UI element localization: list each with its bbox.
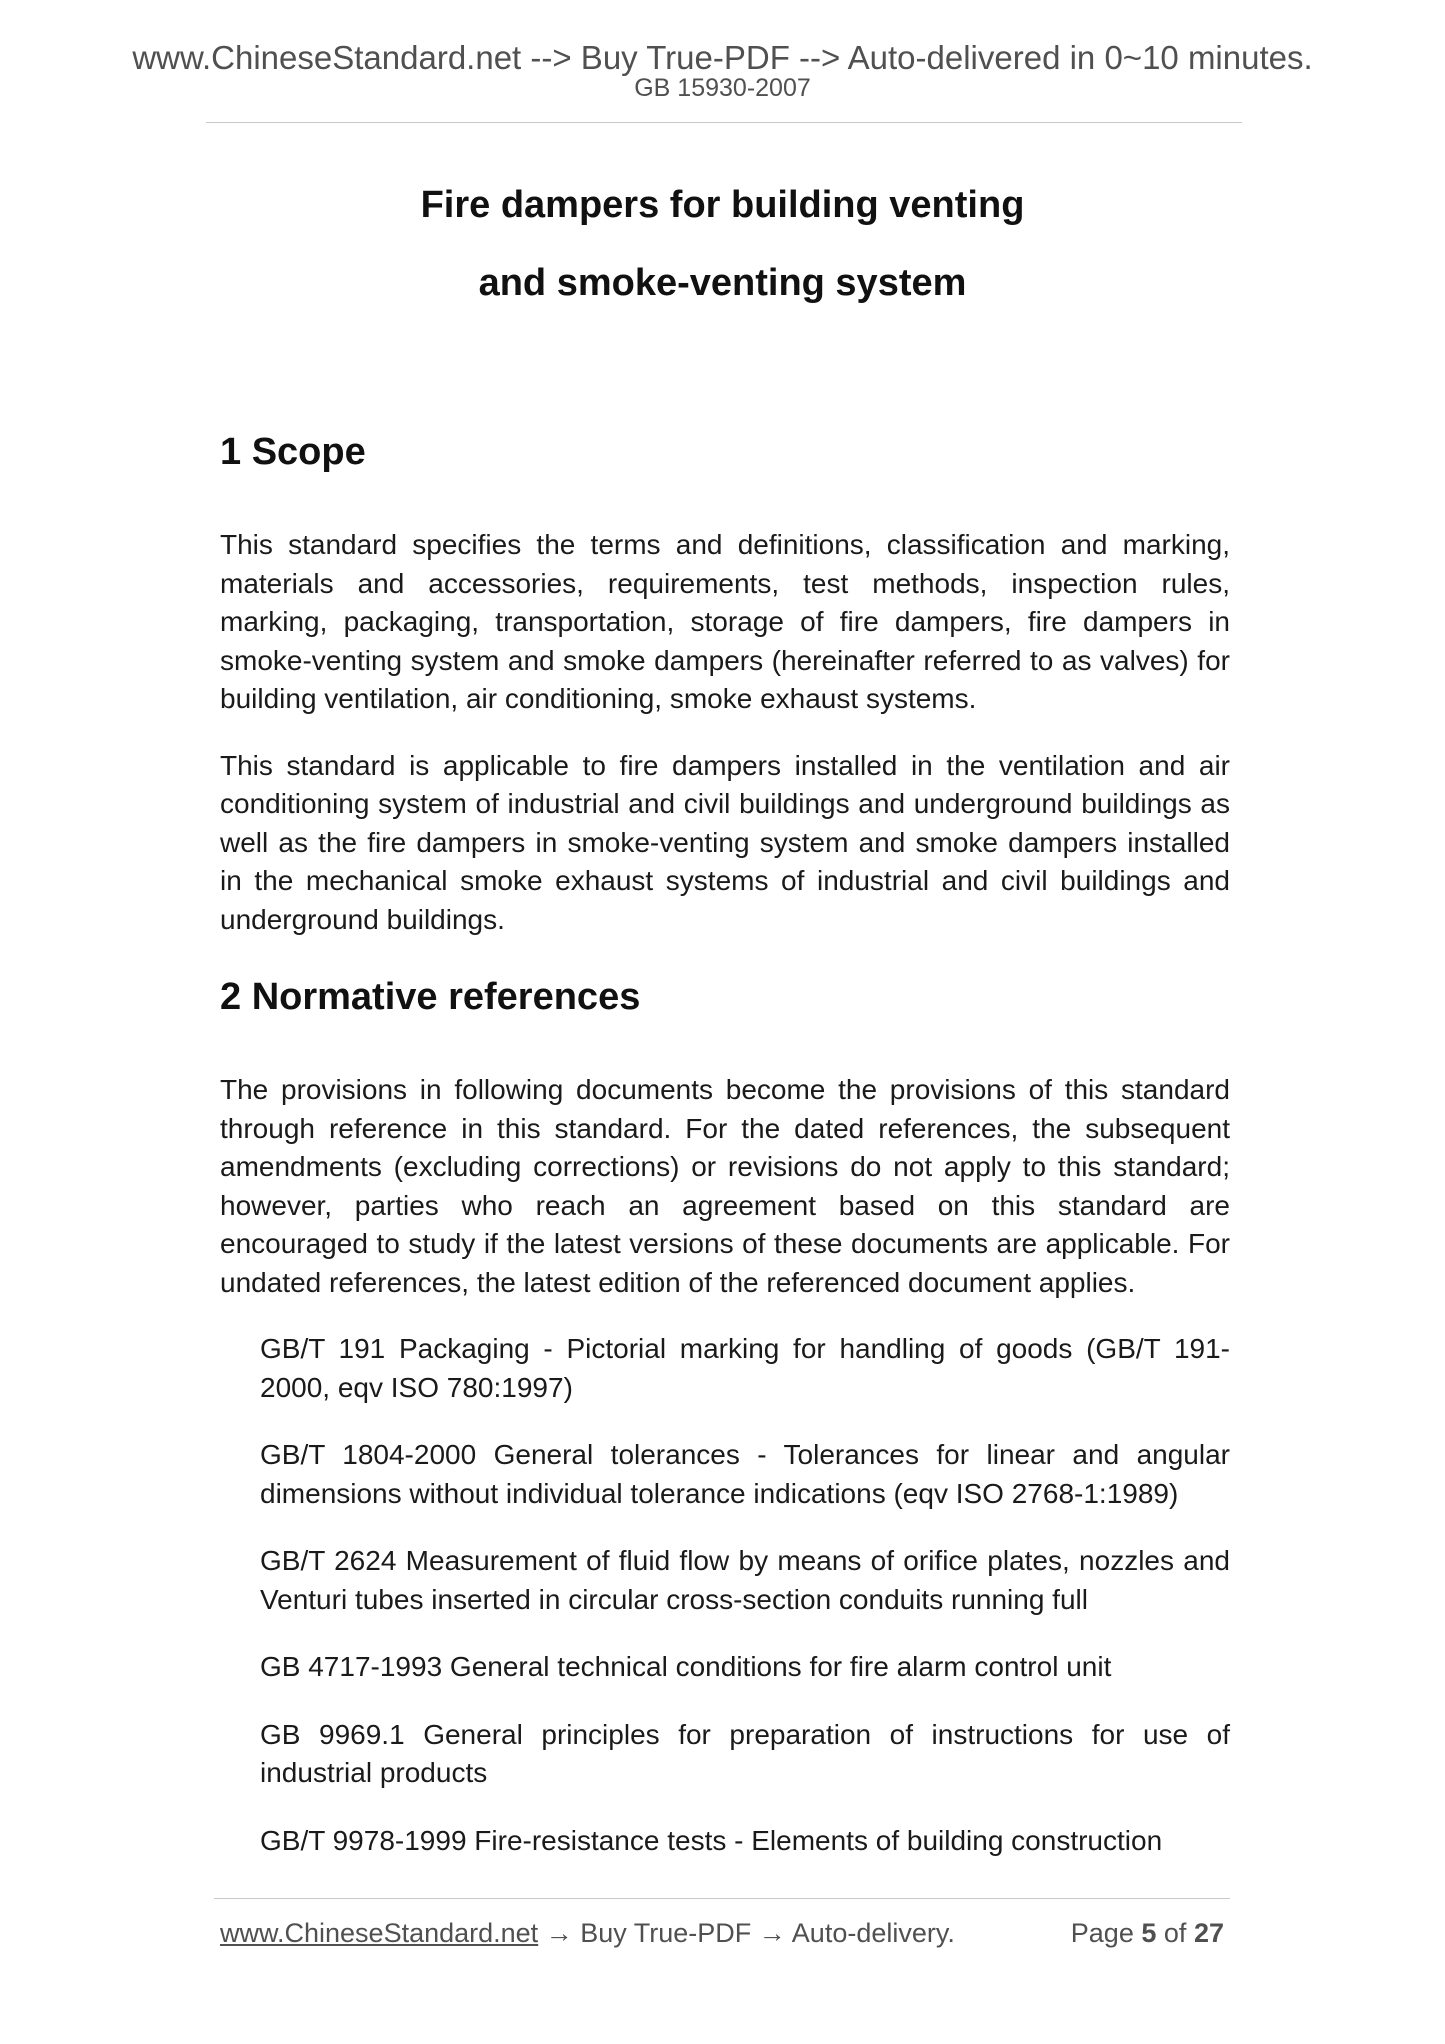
page-number: 5 [1141,1918,1157,1948]
document-title-line-2: and smoke-venting system [478,262,967,304]
reference-item: GB 4717-1993 General technical conditions for fire alarm control unit [260,1651,1112,1682]
top-banner: www.ChineseStandard.net --> Buy True-PDF --> Auto-delivered in 0~10 minutes. [132,39,1313,76]
arrow-right-icon: → [545,1918,573,1948]
footer-delivery-text: Auto-delivery. [791,1918,955,1948]
reference-item: GB/T 2624 Measurement of fluid flow by means of orifice plates, nozzles and Venturi tubes inserted in circular cross-section conduits running full [260,1545,1230,1615]
footer-promo [220,1916,955,1950]
reference-item: GB/T 191 Packaging - Pictorial marking for handling of goods (GB/T 191-2000, eqv ISO 780:1997) [260,1333,1230,1403]
footer-site-link[interactable]: www.ChineseStandard.net [220,1918,539,1948]
document-body [220,420,1230,1889]
reference-item: GB 9969.1 General principles for preparation of instructions for use of industrial products [260,1718,1230,1788]
paragraph: The provisions in following documents become the provisions of this standard through reference in this standard. For the dated references, the subsequent amendments (excluding corrections) or revisions do not apply to this standard; however, parties who reach an agreement based on this standard are encouraged to study if the latest versions of these documents are applicable. For undated references, the latest edition of the referenced document applies. [220,1074,1230,1298]
section-normative-references [220,965,1230,1860]
reference-list [220,1330,1230,1860]
document-code: GB 15930-2007 [634,74,811,102]
section-scope [220,420,1230,939]
reference-item: GB/T 1804-2000 General tolerances - Tolerances for linear and angular dimensions without individual tolerance indications (eqv ISO 2768-1:1989) [260,1439,1230,1509]
reference-item: GB/T 9978-1999 Fire-resistance tests - Elements of building construction [260,1824,1163,1856]
paragraph: This standard specifies the terms and definitions, classification and marking, materials and accessories, requirements, test methods, inspection rules, marking, packaging, transportation, storage of fire dampers, fire dampers in smoke-venting system and smoke dampers (hereinafter referred to as valves) for building ventilation, air conditioning, smoke exhaust systems. [220,529,1230,714]
footer-buy-text: Buy True-PDF [580,1918,752,1948]
of-label: of [1163,1918,1187,1948]
footer-divider [214,1898,1230,1899]
section-heading-normative-references: 2 Normative references [220,976,641,1018]
arrow-right-icon: → [758,1918,786,1948]
page-label: Page [1070,1918,1134,1948]
document-title-line-1: Fire dampers for building venting [420,184,1025,226]
header-divider [206,122,1242,123]
paragraph: This standard is applicable to fire dampers installed in the ventilation and air conditioning system of industrial and civil buildings and underground buildings as well as the fire dampers in smoke-venting system and smoke dampers installed in the mechanical smoke exhaust systems of industrial and civil buildings and underground buildings. [220,749,1230,935]
document-title [0,166,1445,322]
page-indicator [1071,1916,1224,1950]
page-total: 27 [1193,1918,1224,1948]
section-heading-scope: 1 Scope [220,431,366,473]
